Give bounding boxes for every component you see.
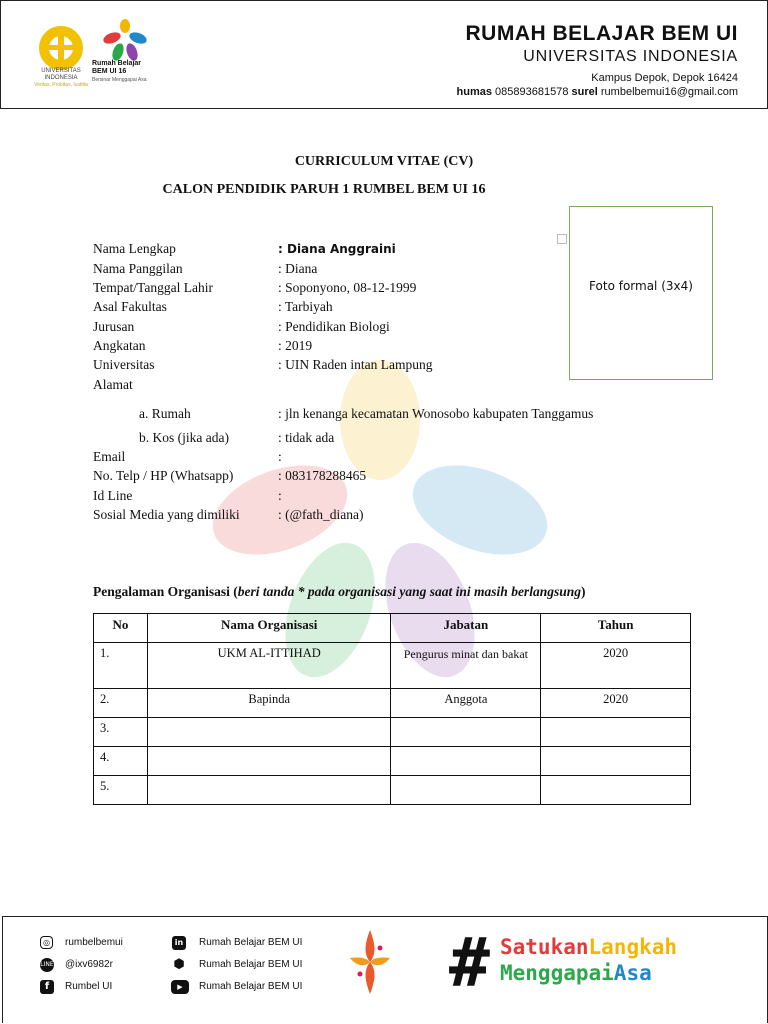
cell-organization: Bapinda [147, 689, 391, 718]
cell-no: 4. [94, 747, 148, 776]
field-label-full-name: Nama Lengkap [93, 241, 176, 256]
footer-instagram: rumbelbemui [65, 937, 123, 948]
cell-no: 5. [94, 776, 148, 805]
field-value-line-id: : [278, 488, 282, 503]
rumbel-flower-icon [348, 928, 392, 996]
photo-placeholder-text: Foto formal (3x4) [589, 279, 693, 293]
anchor-mark [557, 234, 567, 244]
field-value-email: : [278, 449, 282, 464]
field-value-faculty: : Tarbiyah [278, 299, 333, 314]
rumbel-logo-icon [100, 18, 150, 62]
organization-address: Kampus Depok, Depok 16424 [591, 72, 738, 84]
ui-makara-logo-icon [34, 22, 88, 72]
field-label-nickname: Nama Panggilan [93, 261, 183, 276]
field-label-email: Email [93, 449, 126, 464]
hashtag-word-asa: Asa [613, 961, 652, 985]
header-frame-left [0, 0, 1, 108]
table-row [94, 643, 691, 689]
instagram-icon: ◎ [40, 936, 53, 949]
cell-year: 2020 [541, 643, 691, 689]
field-label-home: a. Rumah [139, 406, 191, 421]
hashtag-symbol: # [449, 924, 490, 1003]
hashtag-word-langkah: Langkah [588, 935, 678, 959]
cell-year [541, 718, 691, 747]
experience-heading-note: beri tanda * pada organisasi yang saat ini masih berlangsung [237, 584, 581, 599]
cell-role [391, 718, 541, 747]
field-value-university: : UIN Raden intan Lampung [278, 357, 433, 372]
field-label-batch: Angkatan [93, 338, 146, 353]
cell-organization [147, 776, 391, 805]
table-row [94, 718, 691, 747]
surel-label: surel [571, 86, 598, 98]
humas-value: 085893681578 [495, 86, 569, 98]
organization-contact [457, 86, 738, 98]
cell-no: 2. [94, 689, 148, 718]
hashtag-line-1 [500, 934, 677, 960]
organization-title: RUMAH BELAJAR BEM UI [465, 22, 738, 45]
humas-label: humas [456, 86, 492, 98]
rumbel-logo-caption: Rumah Belajar BEM UI 16 Bersinar Menggapai Asa [92, 60, 147, 83]
cell-year [541, 747, 691, 776]
header-frame-top [0, 0, 768, 1]
document-title: CURRICULUM VITAE (CV) [294, 154, 474, 169]
cell-no: 1. [94, 643, 148, 689]
field-value-nickname: : Diana [278, 261, 318, 276]
field-value-full-name: : Diana Anggraini [278, 242, 396, 256]
footer-line: @ixv6982r [65, 959, 113, 970]
table-row [94, 776, 691, 805]
table-row [94, 747, 691, 776]
cell-year [541, 776, 691, 805]
field-label-phone: No. Telp / HP (Whatsapp) [93, 468, 234, 483]
field-label-university: Universitas [93, 357, 155, 372]
photo-placeholder-box [569, 206, 713, 380]
field-label-social-media: Sosial Media yang dimiliki [93, 507, 240, 522]
column-header-no: No [94, 614, 148, 643]
field-value-kos: : tidak ada [278, 430, 335, 445]
field-value-birth: : Soponyono, 08-12-1999 [278, 280, 417, 295]
experience-heading: Pengalaman Organisasi (beri tanda * pada organisasi yang saat ini masih berlangsung) [93, 584, 586, 599]
field-value-home: : jln kenanga kecamatan Wonosobo kabupaten Tanggamus [278, 406, 594, 421]
field-label-major: Jurusan [93, 319, 135, 334]
organization-university: UNIVERSITAS INDONESIA [523, 48, 738, 65]
surel-value: rumbelbemui16@gmail.com [600, 86, 738, 98]
field-label-kos: b. Kos (jika ada) [139, 430, 229, 445]
hexagon-icon: ⬢ [173, 957, 185, 972]
cell-role [391, 747, 541, 776]
cell-organization [147, 718, 391, 747]
column-header-organization: Nama Organisasi [147, 614, 391, 643]
field-label-line-id: Id Line [93, 488, 133, 503]
field-value-major: : Pendidikan Biologi [278, 319, 390, 334]
line-icon: LINE [40, 958, 54, 972]
field-value-batch: : 2019 [278, 338, 313, 353]
field-label-address: Alamat [93, 377, 133, 392]
hashtag-line-2 [500, 960, 652, 986]
field-label-faculty: Asal Fakultas [93, 299, 167, 314]
footer-facebook: Rumbel UI [65, 981, 113, 992]
column-header-role: Jabatan [391, 614, 541, 643]
cell-organization [147, 747, 391, 776]
cell-role [391, 776, 541, 805]
cell-role: Anggota [391, 689, 541, 718]
footer-other-social: Rumah Belajar BEM UI [199, 959, 303, 970]
ui-logo-caption: UNIVERSITAS INDONESIA Veritas, Probitas, Iustitia [34, 68, 88, 88]
field-label-birth: Tempat/Tanggal Lahir [93, 280, 213, 295]
header-frame-bottom [0, 108, 768, 109]
experience-table [93, 613, 691, 805]
footer-youtube: Rumah Belajar BEM UI [199, 981, 303, 992]
cell-year: 2020 [541, 689, 691, 718]
facebook-icon: f [40, 980, 54, 994]
cell-organization: UKM AL-ITTIHAD [147, 643, 391, 689]
field-value-phone: : 083178288465 [278, 468, 367, 483]
hashtag-word-satukan: Satukan [500, 935, 589, 959]
field-value-social-media: : (@fath_diana) [278, 507, 364, 522]
hashtag-word-menggapai: Menggapai [500, 961, 614, 985]
column-header-year: Tahun [541, 614, 691, 643]
footer-linkedin: Rumah Belajar BEM UI [199, 937, 303, 948]
table-row [94, 689, 691, 718]
cell-role: Pengurus minat dan bakat [391, 643, 541, 689]
table-header-row [94, 614, 691, 643]
youtube-icon: ▶ [171, 980, 189, 994]
document-subtitle: CALON PENDIDIK PARUH 1 RUMBEL BEM UI 16 [162, 182, 486, 197]
cell-no: 3. [94, 718, 148, 747]
linkedin-icon: in [172, 936, 186, 950]
